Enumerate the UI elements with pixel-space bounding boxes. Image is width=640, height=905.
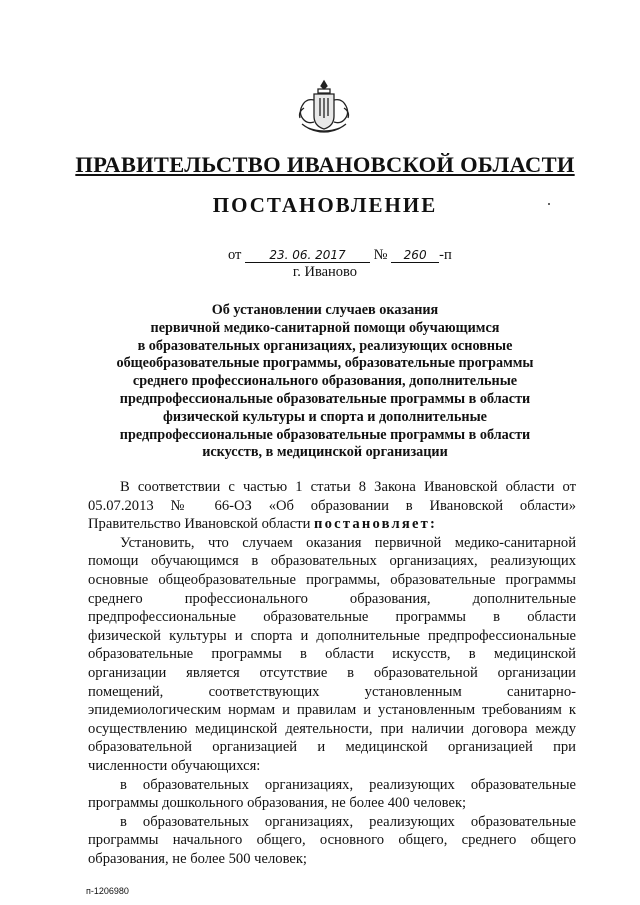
heading-line: физической культуры и спорта и дополнительные bbox=[163, 408, 487, 425]
number-suffix: -п bbox=[439, 247, 452, 263]
resolves-word: постановляет: bbox=[314, 516, 438, 533]
body-line: программы дошкольного образования, не более 400 человек; bbox=[88, 795, 467, 812]
list-item-1 bbox=[88, 776, 576, 813]
body-line: программы начального общего, основного общего, среднего общего bbox=[88, 832, 576, 849]
number-sign: № bbox=[373, 247, 388, 263]
heading-line: искусств, в медицинской организации bbox=[202, 444, 448, 461]
list-item-2 bbox=[88, 813, 576, 869]
heading-line: предпрофессиональные образовательные программы в области bbox=[119, 426, 531, 443]
government-name: ПРАВИТЕЛЬСТВО ИВАНОВСКОЙ ОБЛАСТИ bbox=[75, 152, 575, 177]
body-line: образовательной организацией и медицинской организацией при bbox=[88, 739, 576, 756]
document-type: ПОСТАНОВЛЕНИЕ bbox=[212, 193, 438, 217]
intro-last-text: Правительство Ивановской области bbox=[88, 516, 315, 533]
body-line: среднего профессионального образования, дополнительные bbox=[88, 590, 576, 607]
handwritten-date: 23. 06. 2017 bbox=[245, 248, 370, 263]
paragraph-1 bbox=[88, 534, 576, 776]
body-line: физической культуры и спорта и дополнительные предпрофессиональные bbox=[88, 627, 576, 644]
body-line: Установить, что случаем оказания первичной медико-санитарной bbox=[120, 534, 576, 551]
city: г. Иваново bbox=[292, 264, 358, 280]
document-body bbox=[88, 478, 576, 868]
intro-paragraph bbox=[88, 478, 576, 534]
body-line: основные общеобразовательные программы, образовательные программы bbox=[88, 571, 576, 588]
body-line: в образовательных организациях, реализующих образовательные bbox=[120, 813, 576, 830]
heading-line: в образовательных организациях, реализующих основные bbox=[137, 337, 513, 354]
date-prefix: от bbox=[228, 247, 242, 263]
heading-line: предпрофессиональные образовательные программы в области bbox=[119, 390, 531, 407]
body-line: предпрофессиональные образовательные программы в области bbox=[88, 609, 576, 626]
body-line: организации является отсутствие в образовательной организации bbox=[88, 664, 576, 681]
body-line: 05.07.2013 № 66-ОЗ «Об образовании в Ивановской области» bbox=[88, 497, 576, 514]
document-code: п-1206980 bbox=[86, 886, 129, 896]
body-line: В соответствии с частью 1 статьи 8 Закона Ивановской области от bbox=[120, 479, 576, 495]
body-line: осуществлению медицинской деятельности, при наличии договора между bbox=[88, 720, 576, 737]
body-line: эпидемиологическим нормам и правилам и установленным требованиям к bbox=[88, 702, 576, 719]
body-line: образовательные программы в области искусств, в медицинской bbox=[88, 646, 576, 663]
body-line: в образовательных организациях, реализующих образовательные bbox=[120, 776, 576, 793]
stray-mark bbox=[548, 203, 550, 205]
date-number-line bbox=[228, 247, 452, 264]
body-line: помещений, соответствующих установленным санитарно- bbox=[88, 683, 576, 700]
coat-of-arms-emblem bbox=[294, 78, 354, 136]
document-heading bbox=[110, 302, 540, 462]
heading-line: первичной медико-санитарной помощи обучающимся bbox=[150, 319, 500, 336]
body-line: помощи обучающимся в образовательных организациях, реализующих bbox=[88, 553, 576, 570]
body-line: образования, не более 500 человек; bbox=[88, 850, 307, 867]
heading-line: общеобразовательные программы, образовательные программы bbox=[116, 355, 534, 372]
body-line bbox=[88, 515, 576, 534]
heading-line: среднего профессионального образования, дополнительные bbox=[132, 373, 518, 390]
heading-line: Об установлении случаев оказания bbox=[211, 302, 439, 318]
handwritten-number: 260 bbox=[391, 248, 439, 263]
body-line: численности обучающихся: bbox=[88, 757, 261, 774]
